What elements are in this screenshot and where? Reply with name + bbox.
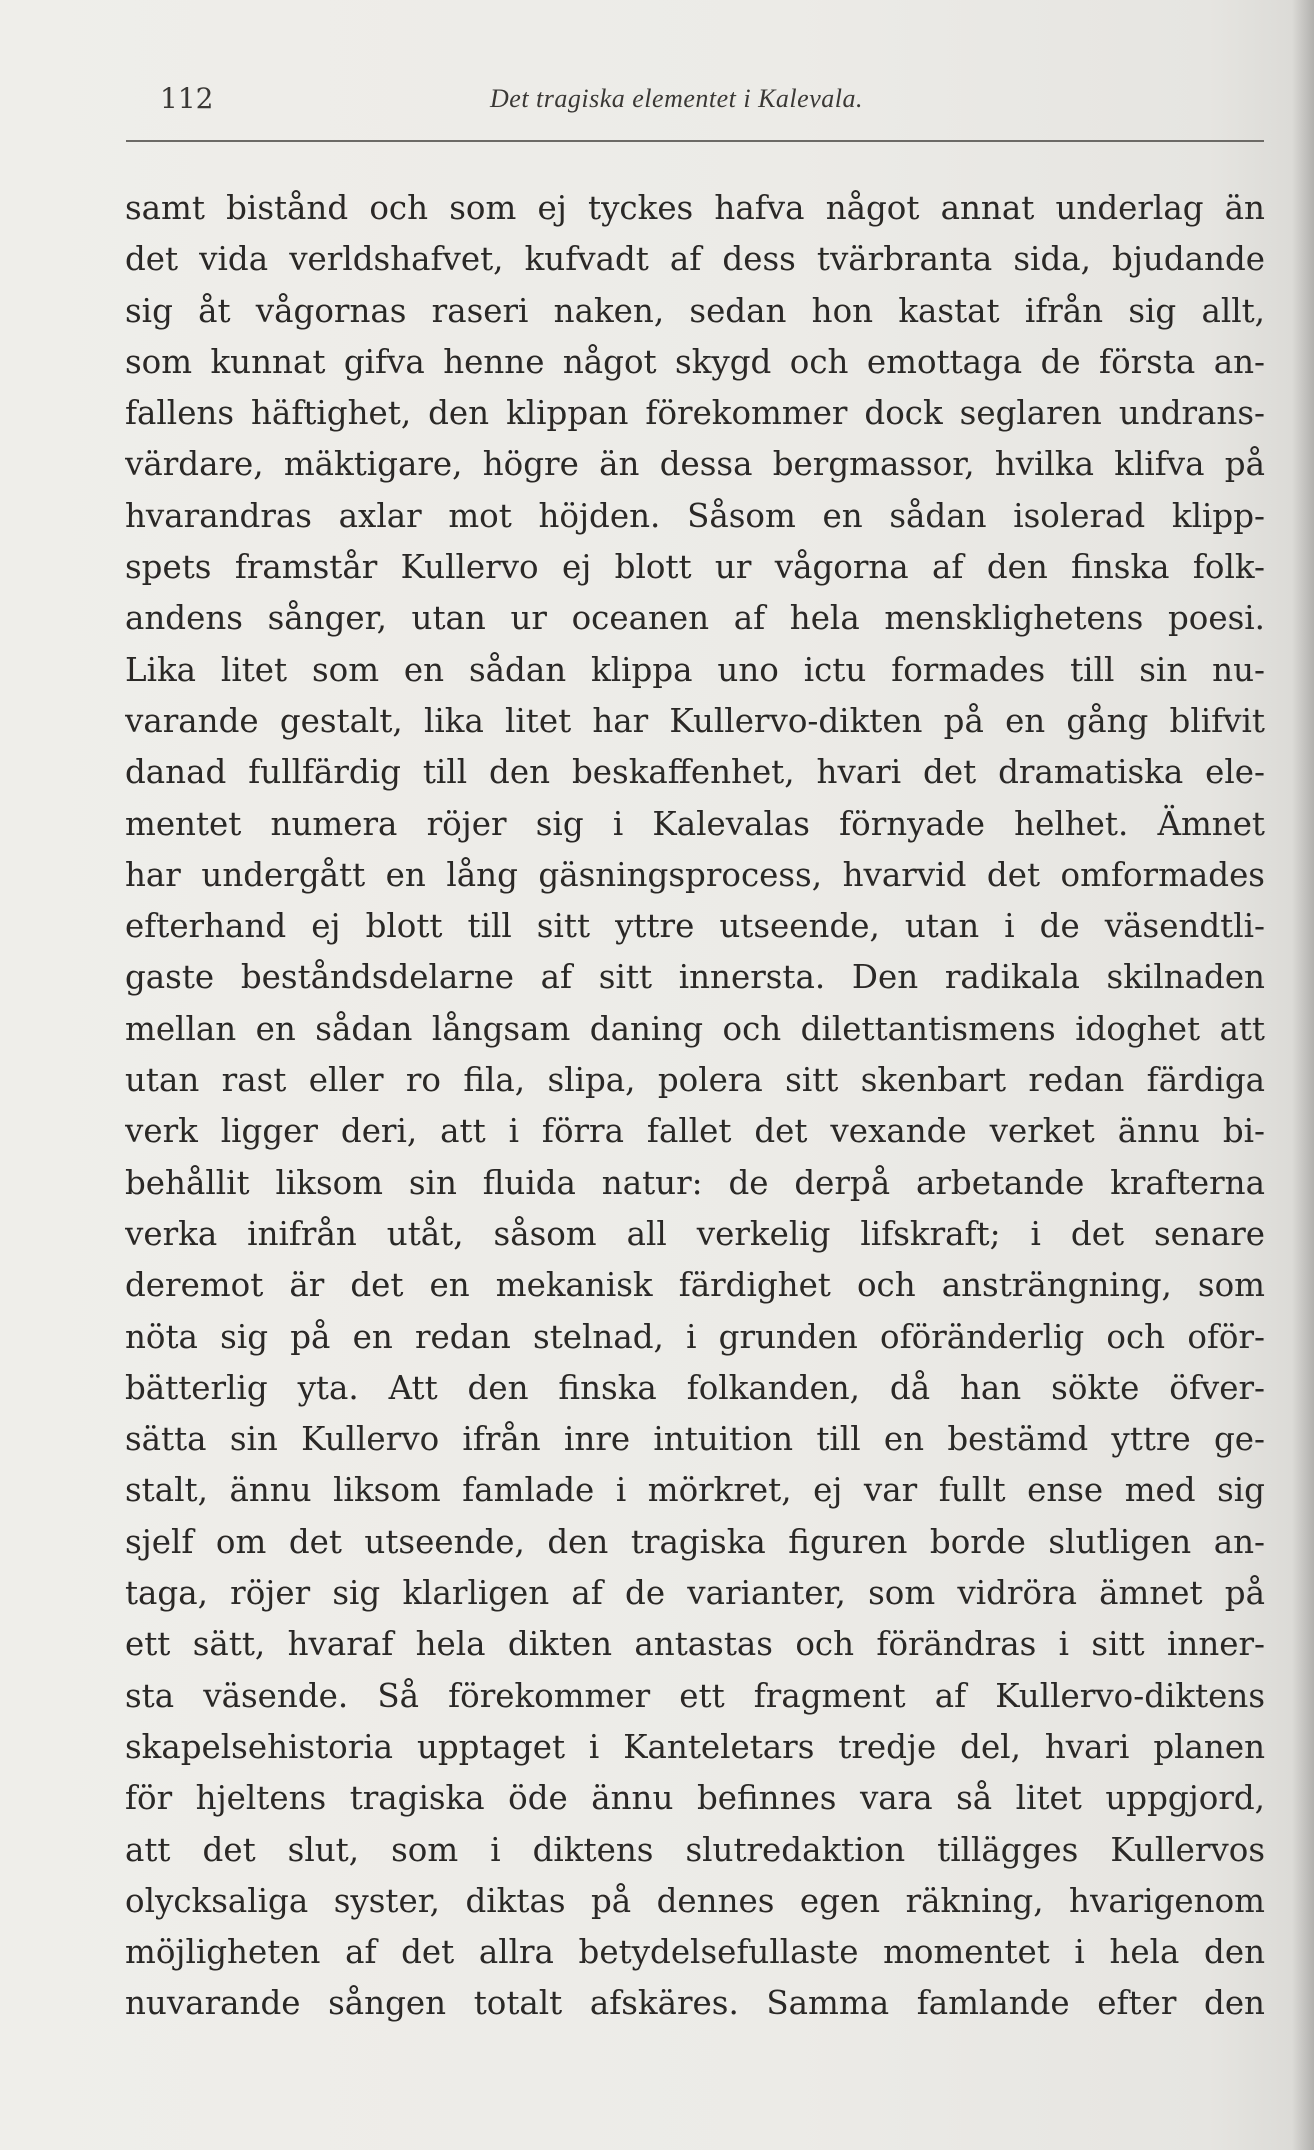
- text-line: det vida verldshafvet, kufvadt af dess tvärbranta sida, bjudande: [125, 240, 1265, 279]
- text-line: mellan en sådan långsam daning och dilettantismens idoghet att: [125, 1009, 1265, 1048]
- text-line: att det slut, som i diktens slutredaktion tillägges Kullervos: [125, 1830, 1265, 1869]
- text-line: sta väsende. Så förekommer ett fragment af Kullervo-diktens: [125, 1676, 1265, 1715]
- text-line: spets framstår Kullervo ej blott ur vågorna af den finska folk-: [125, 548, 1265, 587]
- text-line: nöta sig på en redan stelnad, i grunden oföränderlig och oför-: [125, 1317, 1265, 1356]
- text-line: olycksaliga syster, diktas på dennes egen räkning, hvarigenom: [125, 1881, 1265, 1920]
- running-head: Det tragiska elementet i Kalevala.: [490, 84, 863, 113]
- text-line: har undergått en lång gäsningsprocess, hvarvid det omformades: [125, 855, 1265, 894]
- text-line: taga, röjer sig klarligen af de varianter, som vidröra ämnet på: [125, 1574, 1265, 1613]
- text-line: behållit liksom sin fluida natur: de derpå arbetande krafterna: [125, 1163, 1265, 1202]
- text-line: ett sätt, hvaraf hela dikten antastas och förändras i sitt inner-: [125, 1625, 1265, 1664]
- text-line: sjelf om det utseende, den tragiska figuren borde slutligen an-: [125, 1522, 1265, 1561]
- text-line: efterhand ej blott till sitt yttre utseende, utan i de väsendtli-: [125, 907, 1265, 946]
- text-line: Lika litet som en sådan klippa uno ictu formades till sin nu-: [125, 650, 1265, 689]
- page-number: 112: [160, 82, 214, 115]
- text-line: fallens häftighet, den klippan förekommer dock seglaren undrans-: [125, 394, 1265, 433]
- text-line: utan rast eller ro fila, slipa, polera sitt skenbart redan färdiga: [125, 1061, 1265, 1100]
- text-line: verk ligger deri, att i förra fallet det vexande verket ännu bi-: [125, 1112, 1265, 1151]
- text-line: gaste beståndsdelarne af sitt innersta. Den radikala skilnaden: [125, 958, 1265, 997]
- text-line: sätta sin Kullervo ifrån inre intuition till en bestämd yttre ge-: [125, 1420, 1265, 1459]
- text-line: bätterlig yta. Att den finska folkanden, då han sökte öfver-: [125, 1368, 1265, 1407]
- text-line: samt bistånd och som ej tyckes hafva något annat underlag än: [125, 189, 1265, 227]
- text-line: deremot är det en mekanisk färdighet och ansträngning, som: [125, 1266, 1265, 1305]
- text-line: sig åt vågornas raseri naken, sedan hon kastat ifrån sig allt,: [125, 291, 1265, 330]
- page-edge-shadow: [1292, 0, 1314, 2150]
- text-line: varande gestalt, lika litet har Kullervo-dikten på en gång blifvit: [125, 701, 1265, 740]
- text-line: andens sånger, utan ur oceanen af hela mensklighetens poesi.: [125, 599, 1265, 638]
- text-line: värdare, mäktigare, högre än dessa bergmassor, hvilka klifva på: [125, 445, 1265, 484]
- text-line: danad fullfärdig till den beskaffenhet, hvari det dramatiska ele-: [125, 753, 1265, 792]
- text-line: för hjeltens tragiska öde ännu befinnes vara så litet uppgjord,: [125, 1779, 1265, 1818]
- text-line: möjligheten af det allra betydelsefullaste momentet i hela den: [125, 1933, 1265, 1972]
- body-text: [125, 183, 1265, 2030]
- text-line: nuvarande sången totalt afskäres. Samma famlande efter den: [125, 1984, 1265, 2023]
- text-line: stalt, ännu liksom famlade i mörkret, ej var fullt ense med sig: [125, 1471, 1265, 1510]
- header-rule: [126, 140, 1264, 142]
- text-line: mentet numera röjer sig i Kalevalas förnyade helhet. Ämnet: [125, 804, 1265, 843]
- page-header: [160, 78, 1260, 122]
- text-line: som kunnat gifva henne något skygd och emottaga de första an-: [125, 342, 1265, 381]
- text-line: verka inifrån utåt, såsom all verkelig lifskraft; i det senare: [125, 1214, 1265, 1253]
- text-line: skapelsehistoria upptaget i Kanteletars tredje del, hvari planen: [125, 1727, 1265, 1766]
- text-line: hvarandras axlar mot höjden. Såsom en sådan isolerad klipp-: [125, 496, 1265, 535]
